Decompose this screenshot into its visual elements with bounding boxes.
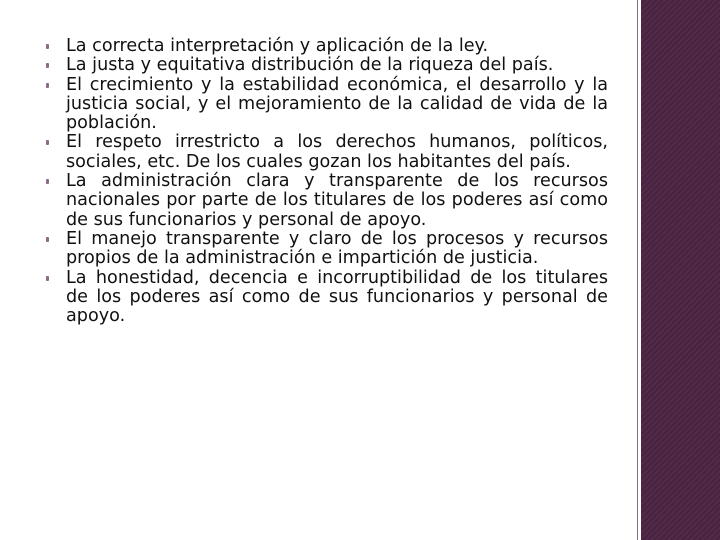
- bullet-text: La administración clara y transparente de los recursos nacionales por parte de los titulares de los poderes así como de sus funcionarios y personal de apoyo.: [66, 171, 608, 230]
- bullet-item: [46, 133, 608, 172]
- bullet-item: [46, 76, 608, 134]
- bullet-text: La correcta interpretación y aplicación de la ley.: [66, 36, 489, 56]
- bullet-item: [46, 37, 608, 56]
- bullet-item: [46, 172, 608, 230]
- slide-content: [46, 37, 608, 326]
- bullet-text: El crecimiento y la estabilidad económica, el desarrollo y la justicia social, y el mejoramiento de la calidad de vida de la población.: [66, 74, 608, 134]
- bullet-list: [46, 37, 608, 326]
- bullet-marker-icon: [46, 63, 49, 68]
- bullet-text: El manejo transparente y claro de los procesos y recursos propios de la administración e impartición de justicia.: [66, 228, 608, 269]
- bullet-text: La justa y equitativa distribución de la riqueza del país.: [66, 55, 554, 76]
- bullet-item: [46, 56, 608, 75]
- bullet-item: [46, 230, 608, 269]
- bullet-marker-icon: [46, 237, 49, 242]
- bullet-marker-icon: [46, 179, 49, 184]
- bullet-text: La honestidad, decencia e incorruptibilidad de los titulares de los poderes así como de sus funcionarios y personal de apoyo.: [66, 267, 608, 327]
- decorative-sidebar: [641, 0, 720, 540]
- bullet-marker-icon: [46, 44, 49, 49]
- bullet-item: [46, 269, 608, 327]
- sidebar-divider: [637, 0, 638, 540]
- bullet-text: El respeto irrestricto a los derechos humanos, políticos, sociales, etc. De los cuales gozan los habitantes del país.: [66, 132, 608, 172]
- bullet-marker-icon: [46, 83, 49, 88]
- bullet-marker-icon: [46, 140, 49, 145]
- bullet-marker-icon: [46, 276, 49, 281]
